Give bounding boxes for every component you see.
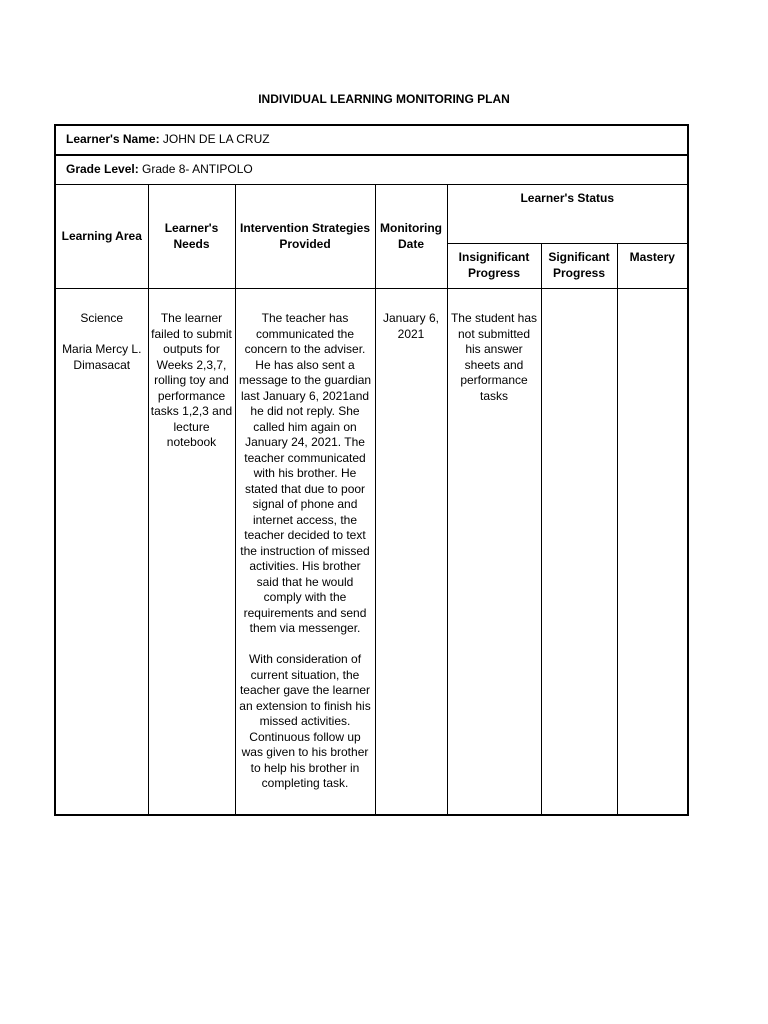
cell-significant-progress [541, 289, 617, 815]
document-title: INDIVIDUAL LEARNING MONITORING PLAN [258, 92, 510, 106]
cell-mastery [617, 289, 688, 815]
header-significant-progress: Significant Progress [541, 244, 617, 289]
header-learners-needs: Learner's Needs [148, 185, 235, 289]
cell-intervention-strategies: The teacher has communicated the concern to the adviser. He has also sent a message to the guardian last January 6, 2021and he did not reply. She called him again on January 24, 2021. The teacher communicated with his brother. He stated that due to poor signal of phone and internet access, the teacher decided to text the instruction of missed activities. His brother said that he would comply with the requirements and send them via messenger. With consideration of current situation, the teacher gave the learner an extension to finish his missed activities. Continuous follow up was given to his brother to help his brother in completing task. [235, 289, 375, 815]
header-insignificant-progress: Insignificant Progress [447, 244, 541, 289]
learner-name-row [55, 125, 688, 155]
learner-name-label: Learner's Name: [66, 132, 160, 147]
cell-monitoring-date: January 6, 2021 [375, 289, 447, 815]
grade-level-row [55, 155, 688, 185]
grade-level-value: Grade 8- ANTIPOLO [142, 162, 253, 177]
header-learning-area: Learning Area [55, 185, 148, 289]
header-monitoring-date: Monitoring Date [375, 185, 447, 289]
cell-learning-area: Science Maria Mercy L. Dimasacat [55, 289, 148, 815]
monitoring-plan-table [54, 124, 689, 816]
cell-insignificant-progress: The student has not submitted his answer sheets and performance tasks [447, 289, 541, 815]
header-intervention-strategies: Intervention Strategies Provided [235, 185, 375, 289]
learner-name-value: JOHN DE LA CRUZ [162, 132, 270, 147]
header-mastery: Mastery [617, 244, 688, 289]
header-learners-status: Learner's Status [447, 185, 688, 244]
grade-level-label: Grade Level: [66, 162, 139, 177]
cell-learners-needs: The learner failed to submit outputs for Weeks 2,3,7, rolling toy and performance tasks 1,2,3 and lecture notebook [148, 289, 235, 815]
